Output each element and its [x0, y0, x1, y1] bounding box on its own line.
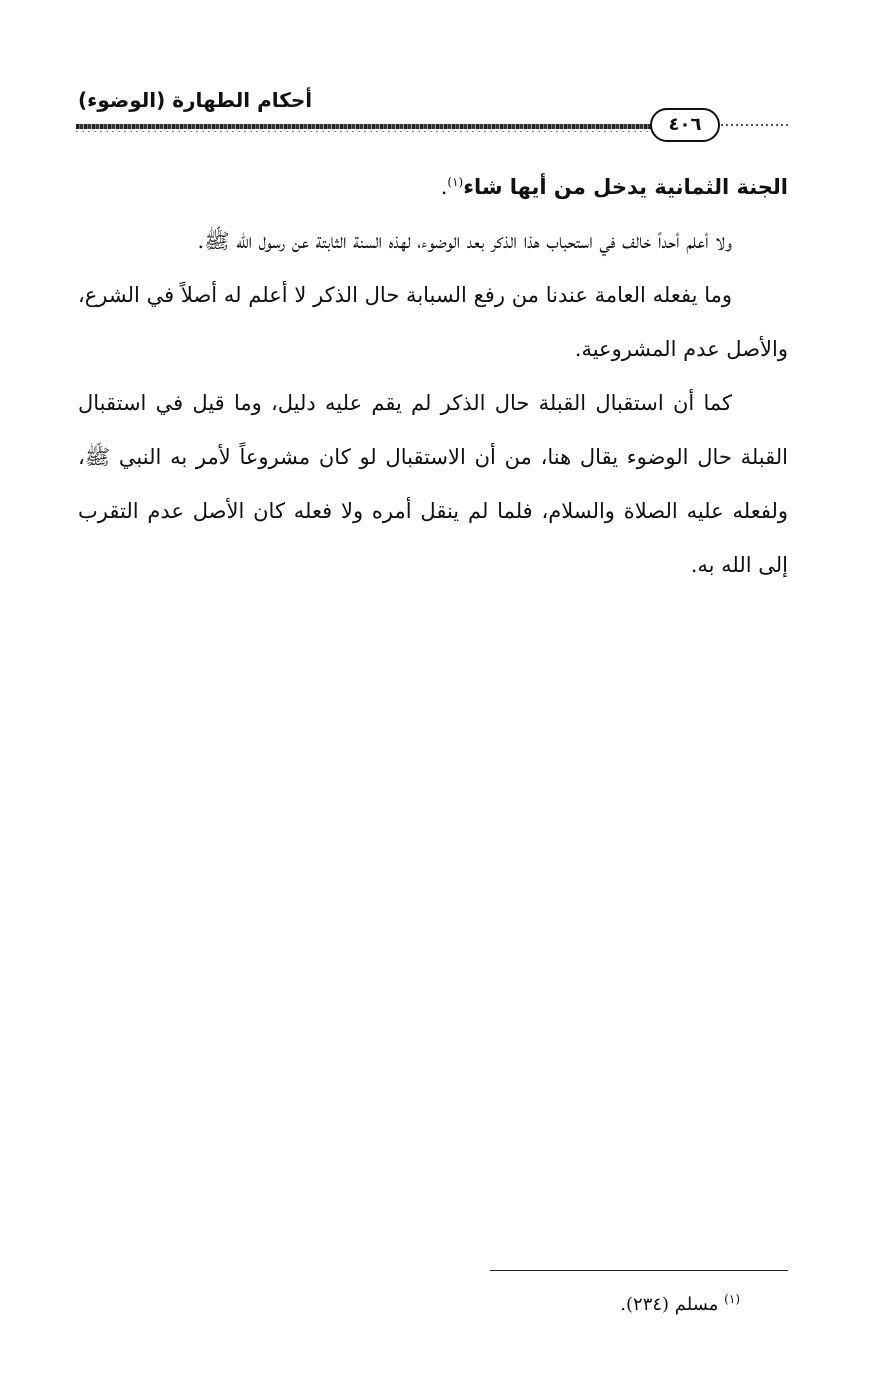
- header-rule-thin: [76, 131, 652, 132]
- book-title: أحكام الطهارة (الوضوء): [78, 88, 313, 112]
- paragraph: وما يفعله العامة عندنا من رفع السبابة حال الذكر لا أعلم له أصلاً في الشرع، والأصل عدم المشروعية.: [78, 283, 788, 361]
- page-body: [78, 160, 788, 592]
- paragraph: كما أن استقبال القبلة حال الذكر لم يقم عليه دليل، وما قيل في استقبال القبلة حال الوضوء يقال هنا، من أن الاستقبال لو كان مشروعاً لأمر به النبي ﷺ، ولفعله عليه الصلاة والسلام، فلما لم ينقل أمره ولا فعله كان الأصل عدم التقرب إلى الله به.: [78, 391, 788, 577]
- footnote-marker: (١): [724, 1292, 740, 1306]
- footnote-ref[interactable]: (١): [447, 175, 464, 189]
- paragraph: ولا أعلم أحداً خالف في استحباب هذا الذكر بعد الوضوء، لهذه السنة الثابتة عن رسول الله ﷺ.: [197, 229, 732, 253]
- lead-text: الجنة الثمانية يدخل من أيها شاء: [463, 175, 788, 199]
- footnote-text: مسلم (٢٣٤).: [620, 1294, 719, 1315]
- lead-end: .: [440, 175, 448, 199]
- header-rule: [76, 124, 652, 129]
- lead-line: [78, 160, 788, 214]
- header-rule-right: [716, 124, 788, 126]
- page-number: ٤٠٦: [650, 108, 720, 142]
- footnote-rule: [490, 1270, 788, 1271]
- footnote: [400, 1290, 740, 1320]
